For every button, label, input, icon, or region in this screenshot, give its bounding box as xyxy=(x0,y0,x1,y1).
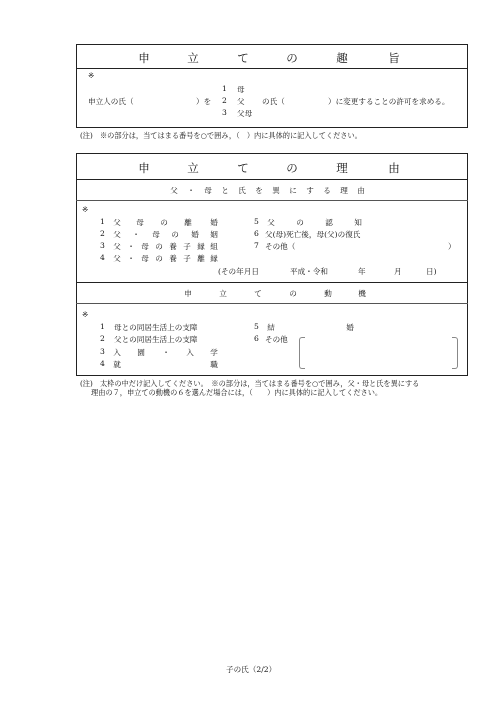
item-char: 離 xyxy=(184,218,192,227)
purpose-option-3-num: 3 xyxy=(222,108,227,117)
sub1-char: す xyxy=(306,186,314,195)
reason-title-char: 理 xyxy=(336,161,348,175)
sub1-char: と xyxy=(221,186,229,195)
date-day: 日) xyxy=(426,267,437,276)
sub1-char: 由 xyxy=(357,186,365,195)
purpose-option-1-label: 母 xyxy=(237,85,245,94)
motive-item-6-label: その他 xyxy=(265,335,288,344)
motive-item-3-num: 3 xyxy=(100,347,105,356)
motive-item-1-label: 母との同居生活上の支障 xyxy=(114,323,198,332)
purpose-line-suffix: ）に変更することの許可を求める。 xyxy=(328,97,450,106)
sub1-char: に xyxy=(289,186,297,195)
purpose-option-3-label: 父母 xyxy=(237,109,253,118)
purpose-line-no-shi: の氏（ xyxy=(262,97,285,106)
item-char: 組 xyxy=(210,242,218,251)
motive-kome-mark: ※ xyxy=(82,310,89,319)
item-char: 婚 xyxy=(210,218,218,227)
reason-item-5-num: 5 xyxy=(254,217,259,226)
reason-item-2-num: 2 xyxy=(100,229,105,238)
sub2-char: 立 xyxy=(219,289,227,298)
purpose-option-1-num: 1 xyxy=(222,84,227,93)
purpose-title-char: 旨 xyxy=(388,51,400,65)
reason-title-divider xyxy=(76,179,468,180)
motive-item-2-label: 父との同居生活上の支障 xyxy=(114,335,198,344)
date-era: 平成・令和 xyxy=(290,267,328,276)
purpose-title-char: の xyxy=(286,51,298,65)
reason-item-1-label xyxy=(114,217,224,228)
item-char: 母 xyxy=(136,218,144,227)
reason-sub1-divider xyxy=(76,200,468,201)
reason-item-6-num: 6 xyxy=(254,229,259,238)
item-char: 縁 xyxy=(210,254,218,263)
reason-title-char: 立 xyxy=(187,161,199,175)
purpose-note: (注) ※の部分は，当てはまる番号を○で囲み，（ ）内に具体的に記入してください。 xyxy=(80,131,362,140)
sub1-char: 理 xyxy=(340,186,348,195)
item-char: ・ xyxy=(127,254,135,263)
reason-sub2-divider xyxy=(76,303,468,304)
sub1-char: ・ xyxy=(187,186,195,195)
purpose-title-char: 申 xyxy=(138,51,150,65)
item-char: 職 xyxy=(210,360,218,369)
item-char: 父 xyxy=(113,242,121,251)
item-char: 就 xyxy=(113,360,121,369)
motive-item-4-num: 4 xyxy=(100,359,105,368)
motive-item-6-num: 6 xyxy=(254,334,259,343)
motive-other-bracket-right xyxy=(452,337,458,369)
motive-item-5-label xyxy=(268,322,378,333)
date-month: 月 xyxy=(394,267,402,276)
reason-item-3-num: 3 xyxy=(100,241,105,250)
purpose-line-wo: ）を xyxy=(196,97,212,106)
item-char: の xyxy=(155,242,163,251)
item-char: 認 xyxy=(325,218,333,227)
item-char: 父 xyxy=(267,218,275,227)
sub1-char: 母 xyxy=(204,186,212,195)
motive-item-2-num: 2 xyxy=(100,334,105,343)
reason-item-7-label: その他（ xyxy=(265,242,296,251)
reason-title-char: て xyxy=(237,161,249,175)
reason-item-7-num: 7 xyxy=(254,241,259,250)
sub1-char: 父 xyxy=(170,186,178,195)
item-char: 園 xyxy=(137,348,145,357)
reason-note-line-1: (注) 太枠の中だけ記入してください。 ※の部分は，当てはまる番号を○で囲み，父・母と氏を異にする xyxy=(80,379,420,388)
item-char: 入 xyxy=(113,348,121,357)
reason-item-5-label xyxy=(268,217,378,228)
purpose-kome-mark: ※ xyxy=(88,71,95,80)
reason-subheading-2 xyxy=(76,288,468,299)
item-char: 子 xyxy=(183,254,191,263)
item-char: 母 xyxy=(141,254,149,263)
purpose-title-char: 立 xyxy=(187,51,199,65)
reason-subheading-1 xyxy=(76,185,468,196)
sub2-char: 申 xyxy=(184,289,192,298)
item-char: 姻 xyxy=(210,230,218,239)
reason-title-char: 申 xyxy=(138,161,150,175)
item-char: 子 xyxy=(183,242,191,251)
purpose-title-char: 趣 xyxy=(336,51,348,65)
purpose-line-prefix: 申立人の氏（ xyxy=(88,97,134,106)
item-char: 母 xyxy=(152,230,160,239)
purpose-title-char: て xyxy=(237,51,249,65)
reason-kome-mark: ※ xyxy=(82,205,89,214)
reason-item-4-label xyxy=(114,253,224,264)
item-char: 父 xyxy=(113,254,121,263)
reason-title-char: 由 xyxy=(388,161,400,175)
item-char: 学 xyxy=(210,348,218,357)
reason-section-divider xyxy=(76,282,468,283)
motive-item-5-num: 5 xyxy=(254,322,259,331)
sub2-char: 機 xyxy=(358,289,366,298)
motive-item-4-label xyxy=(114,359,224,370)
purpose-title-divider xyxy=(76,68,468,69)
item-char: 結 xyxy=(267,323,275,332)
reason-item-1-num: 1 xyxy=(100,217,105,226)
item-char: 父 xyxy=(113,230,121,239)
sub1-char: る xyxy=(323,186,331,195)
item-char: 父 xyxy=(113,218,121,227)
sub2-char: 動 xyxy=(324,289,332,298)
motive-item-3-label xyxy=(114,347,224,358)
item-char: 婚 xyxy=(346,323,354,332)
purpose-option-2-label: 父 xyxy=(237,97,245,106)
sub1-char: 氏 xyxy=(238,186,246,195)
sub1-char: を xyxy=(255,186,263,195)
item-char: の xyxy=(296,218,304,227)
reason-item-6-label: 父(母)死亡後，母(父)の復氏 xyxy=(265,230,361,239)
date-year: 年 xyxy=(358,267,366,276)
purpose-title xyxy=(76,50,468,64)
purpose-option-2-num: 2 xyxy=(222,96,227,105)
item-char: ・ xyxy=(162,348,170,357)
item-char: の xyxy=(171,230,179,239)
item-char: の xyxy=(155,254,163,263)
page-footer-label: 子の氏（2/2） xyxy=(226,665,277,674)
item-char: 離 xyxy=(197,254,205,263)
reason-item-3-label xyxy=(114,241,224,252)
item-char: 母 xyxy=(141,242,149,251)
reason-title xyxy=(76,160,468,174)
item-char: ・ xyxy=(127,242,135,251)
reason-note-line-2: 理由の７，申立ての動機の６を選んだ場合には，（ ）内に具体的に記入してください。 xyxy=(91,388,383,397)
reason-title-char: の xyxy=(286,161,298,175)
reason-item-4-num: 4 xyxy=(100,253,105,262)
item-char: 縁 xyxy=(197,242,205,251)
item-char: の xyxy=(160,218,168,227)
item-char: 養 xyxy=(169,254,177,263)
motive-item-1-num: 1 xyxy=(100,322,105,331)
reason-item-7-close: ） xyxy=(448,242,456,251)
item-char: 養 xyxy=(169,242,177,251)
sub2-char: て xyxy=(254,289,262,298)
sub2-char: の xyxy=(289,289,297,298)
item-char: 婚 xyxy=(191,230,199,239)
sub1-char: 異 xyxy=(272,186,280,195)
date-open: (その年月日 xyxy=(218,267,259,276)
item-char: 知 xyxy=(354,218,362,227)
reason-item-2-label xyxy=(114,229,224,240)
item-char: 入 xyxy=(186,348,194,357)
item-char: ・ xyxy=(132,230,140,239)
motive-other-bracket-left xyxy=(299,337,305,369)
